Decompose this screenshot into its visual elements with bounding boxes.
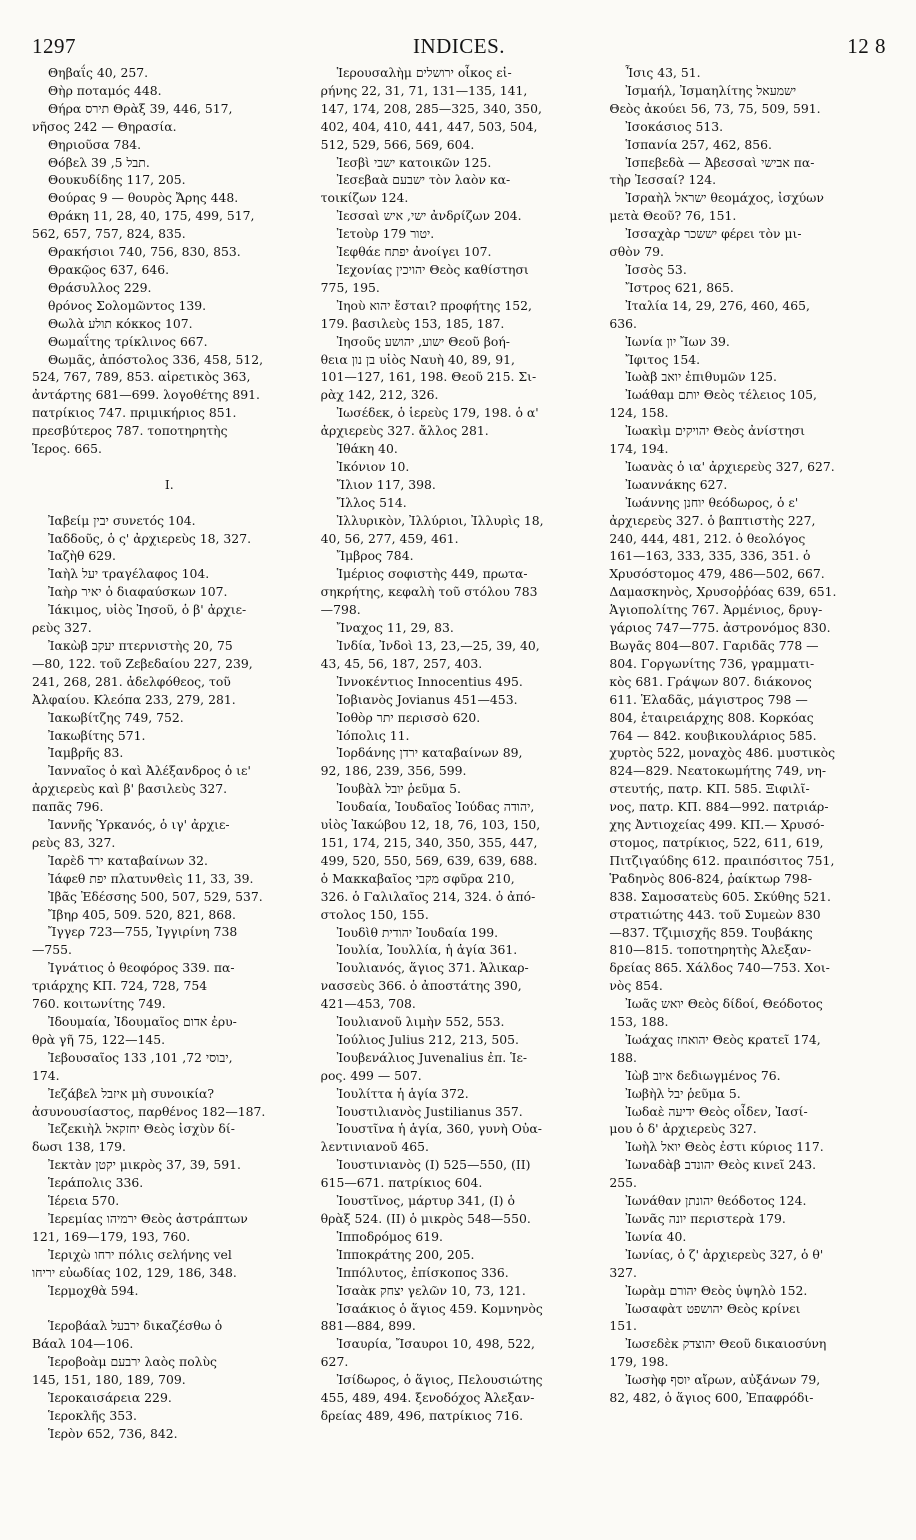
index-line: θρόνος Σολομῶντος 139.: [48, 297, 207, 313]
index-line: Ἴφιτος 154.: [625, 351, 701, 367]
index-line: Ἰουδὶθ יהודית Ἰουδαία 199.: [336, 924, 499, 940]
index-line: Ἴβηρ 405, 509. 520, 821, 868.: [48, 906, 236, 922]
index-line: Ἰσαυρία, Ἴσαυροι 10, 498, 522,: [336, 1336, 535, 1352]
index-line: Ἰορδάνης ירדן καταβαίνων 89,: [336, 745, 523, 761]
index-line: 764 — 842. κουβικουλάριος 585.: [609, 727, 817, 743]
index-line: Ἰάφεθ יפת πλατυνθεὶς 11, 33, 39.: [48, 870, 254, 886]
index-line: Ἰδουμαία, Ἰδουμαῖος אדום ἐρυ-: [48, 1014, 237, 1029]
index-line: Ἰουστῖνος, μάρτυρ 341, (I) ὁ: [336, 1193, 515, 1209]
index-line: Ἱπποδρόμος 619.: [336, 1228, 443, 1244]
index-line: Βωγᾶς 804—807. Γαριδᾶς 778 —: [609, 638, 819, 653]
index-line: Χρυσόστομος 479, 486—502, 667.: [609, 566, 825, 582]
index-line: Θὴρ ποταμός 448.: [48, 82, 162, 98]
index-line: —798.: [320, 602, 361, 618]
index-line: Θουκυδίδης 117, 205.: [48, 172, 186, 188]
index-line: ρήνης 22, 31, 71, 131—135, 141,: [320, 82, 528, 98]
index-line: Ἰακωβίτης 571.: [48, 727, 146, 743]
index-line: Ἰβᾶς Ἐδέσσης 500, 507, 529, 537.: [48, 888, 263, 904]
index-line: ρος. 499 — 507.: [320, 1067, 422, 1083]
blank-line: [32, 458, 307, 476]
index-line: Ἰσαάκιος ὁ ἅγιος 459. Κομνηνὸς: [336, 1300, 543, 1316]
index-line: Ἰαβείμ יבין συνετός 104.: [48, 512, 196, 528]
index-line: ρεὺς 327.: [32, 620, 92, 636]
index-line: μετὰ Θεοῦ? 76, 151.: [609, 208, 737, 224]
index-line: Ἱεροκαισάρεια 229.: [48, 1390, 172, 1406]
index-line: Ἰουδαία, Ἰουδαῖος Ἰούδας יהודה,: [336, 799, 535, 815]
index-line: Ἀλφαίου. Κλεόπα 233, 279, 281.: [32, 691, 236, 707]
index-column-left: [32, 64, 307, 1443]
index-line: Θωμαΐτης τρίκλινος 667.: [48, 333, 208, 349]
index-line: νασσεὺς 366. ὁ ἀποστάτης 390,: [320, 978, 522, 994]
index-line: Ἴμβρος 784.: [336, 548, 414, 564]
index-line: Ἰακωβίτζης 749, 752.: [48, 709, 184, 725]
index-line: Ἰουλίττα ἡ ἁγία 372.: [336, 1085, 469, 1101]
index-line: στομος, πατρίκιος, 522, 611, 619,: [609, 834, 824, 850]
index-line: Βάαλ 104—106.: [32, 1336, 134, 1352]
index-line: Ἰωάθαμ יותם Θεὸς τέλειος 105,: [625, 387, 817, 403]
index-line: θρὰ γῆ 75, 122—145.: [32, 1031, 166, 1047]
index-line: 627.: [320, 1354, 349, 1370]
index-line: Ἰερεμίας ירמיהו Θεὸς ἀστράπτων: [48, 1210, 248, 1226]
index-line: Ἱσπανία 257, 462, 856.: [625, 136, 772, 152]
index-line: 151, 174, 215, 340, 350, 355, 447,: [320, 834, 538, 850]
index-line: Ἱερμοχθὰ 594.: [48, 1282, 139, 1298]
index-line: Ἴλιον 117, 398.: [336, 476, 436, 492]
index-line: Ἰσμαήλ, Ἰσμαηλίτης ישמעאל: [625, 82, 797, 98]
index-line: Ἰουβενάλιος Juvenalius ἐπ. Ἱε-: [336, 1049, 528, 1065]
index-line: Ἰεριχὼ ירחו πόλις σελήνης vel: [48, 1246, 232, 1262]
index-line: δρείας 865. Χάλδος 740—753. Χοι-: [609, 960, 830, 976]
index-line: Ἰωάχας יהואחז Θεὸς κρατεῖ 174,: [625, 1031, 821, 1047]
index-line: 804. Γοργωνίτης 736, γραμματι-: [609, 655, 815, 671]
index-line: 40, 56, 277, 459, 461.: [320, 530, 459, 546]
index-line: Ἴστρος 621, 865.: [625, 279, 734, 295]
index-line: 760. κοιτωνίτης 749.: [32, 996, 166, 1012]
index-line: Θρακῷος 637, 646.: [48, 261, 170, 277]
blank-line: [32, 1300, 307, 1318]
index-line: Θήρα תירס Θρὰξ 39, 446, 517,: [48, 100, 233, 116]
index-line: ἀσυνουσίαστος, παρθένος 182—187.: [32, 1103, 266, 1119]
index-line: Ἰουστινιανὸς (I) 525—550, (II): [336, 1157, 531, 1173]
index-line: Ἰαὴρ יאיר ὁ διαφαύσκων 107.: [48, 584, 228, 600]
index-line: 524, 767, 789, 853. αἱρετικὸς 363,: [32, 369, 251, 385]
index-line: ἀντάρτης 681—699. λογοθέτης 891.: [32, 387, 260, 403]
index-line: 151.: [609, 1318, 637, 1334]
page-header: [32, 34, 886, 58]
index-line: Ἴγγερ 723—755, Ἰγγιρίνη 738: [48, 924, 238, 940]
index-line: Θούρας 9 — θουρὸς Ἄρης 448.: [48, 190, 239, 206]
index-line: Ἱεράπολις 336.: [48, 1175, 144, 1191]
index-line: Θωλὰ תולע κόκκος 107.: [48, 315, 193, 331]
index-line: κὸς 681. Γράψων 807. διάκονος: [609, 673, 812, 689]
index-line: Ἰνδία, Ἰνδοὶ 13, 23,—25, 39, 40,: [336, 638, 540, 653]
index-line: στευτής, πατρ. ΚΠ. 585. Ξιφιλῖ-: [609, 781, 810, 797]
index-line: —755.: [32, 942, 72, 958]
index-line: Ἰουλία, Ἰουλλία, ἡ ἁγία 361.: [336, 942, 518, 958]
index-line: 804, ἑταιρειάρχης 808. Κορκόας: [609, 709, 814, 725]
index-line: Θόβελ תבל 5, 39.: [48, 154, 150, 170]
index-line: —80, 122. τοῦ Ζεβεδαίου 227, 239,: [32, 655, 253, 671]
index-line: 455, 489, 494. ξενοδόχος Ἀλεξαν-: [320, 1390, 535, 1406]
index-line: 611. Ἑλαδᾶς, μάγιστρος 798 —: [609, 691, 808, 707]
page-number-left: 1297: [32, 34, 76, 58]
index-line: Ἰωαννάκης 627.: [625, 476, 728, 492]
index-line: Ἱερος. 665.: [32, 441, 102, 457]
index-column-middle: [321, 64, 596, 1443]
index-line: 82, 482, ὁ ἅγιος 600, Ἐπαφρόδι-: [609, 1390, 814, 1406]
index-line: Ἰωὴλ יואל Θεὸς ἐστι κύριος 117.: [625, 1139, 824, 1155]
index-line: Θεὸς ἀκούει 56, 73, 75, 509, 591.: [609, 100, 821, 116]
index-line: Ἱέρεια 570.: [48, 1193, 120, 1209]
index-line: Θράσυλλος 229.: [48, 279, 152, 295]
index-line: θεια בן נון υἱὸς Ναυὴ 40, 89, 91,: [320, 351, 515, 367]
index-line: Ἰεσσαὶ ישי, איש ἀνδρίζων 204.: [336, 208, 522, 224]
index-line: 188.: [609, 1049, 637, 1065]
index-line: Ἰαννῆς Ὑρκανός, ὁ ιγ' ἀρχιε-: [48, 817, 230, 833]
index-line: 775, 195.: [320, 279, 380, 295]
index-line: 153, 188.: [609, 1014, 669, 1030]
index-line: 327.: [609, 1264, 637, 1280]
index-line: Ἰωακὶμ יהויקים Θεὸς ἀνίστησι: [625, 423, 805, 439]
index-line: 174.: [32, 1067, 60, 1083]
index-line: ὁ Μακκαβαῖος מקבי σφῦρα 210,: [320, 870, 515, 886]
index-line: 179. βασιλεὺς 153, 185, 187.: [320, 315, 505, 331]
index-columns: [32, 64, 884, 1443]
index-line: Ἱππόλυτος, ἐπίσκοπος 336.: [336, 1264, 509, 1280]
index-line: 824—829. Νεατοκωμήτης 749, νη-: [609, 763, 827, 779]
index-line: στρατιώτης 443. τοῦ Συμεὼν 830: [609, 906, 821, 922]
index-line: τοικίζων 124.: [320, 190, 409, 206]
index-line: Πιτζιγαύδης 612. πραιπόσιτος 751,: [609, 852, 835, 868]
index-line: νῆσος 242 — Θηρασία.: [32, 118, 177, 134]
index-line: Ἰσαὰκ יצחק γελῶν 10, 73, 121.: [336, 1282, 526, 1298]
index-line: Ἰκόνιον 10.: [336, 458, 410, 474]
index-line: Ἰετοὺρ יטור 179.: [336, 226, 435, 242]
index-line: Ἰωναδὰβ יהונדב Θεὸς κινεῖ 243.: [625, 1157, 817, 1173]
index-line: Ἱπποκράτης 200, 205.: [336, 1246, 475, 1262]
running-title: INDICES.: [412, 34, 506, 58]
index-line: 240, 444, 481, 212. ὁ θεολόγος: [609, 530, 806, 546]
index-line: παπᾶς 796.: [32, 799, 104, 815]
blank-line: [32, 494, 307, 512]
index-line: 92, 186, 239, 356, 599.: [320, 763, 467, 779]
index-line: Ἰούλιος Julius 212, 213, 505.: [336, 1031, 519, 1047]
index-line: 421—453, 708.: [320, 996, 416, 1012]
index-line: Ἰννοκέντιος Innocentius 495.: [336, 673, 523, 689]
index-line: 402, 404, 410, 441, 447, 503, 504,: [320, 118, 538, 134]
index-line: Ἰγνάτιος ὁ θεοφόρος 339. πα-: [48, 960, 235, 976]
index-line: Ἱεροκλῆς 353.: [48, 1407, 137, 1423]
index-line: νὸς 854.: [609, 978, 663, 994]
index-line: πρεσβύτερος 787. τοποτηρητὴς: [32, 423, 228, 439]
index-line: Ἰὼβ איוב δεδιωγμένος 76.: [625, 1067, 781, 1083]
index-line: 636.: [609, 315, 637, 331]
index-line: χης Ἀντιοχείας 499. ΚΠ.— Χρυσό-: [609, 817, 825, 833]
index-line: Ἱερουσαλὴμ ירושלים οἶκος εἰ-: [336, 65, 512, 80]
index-line: 810—815. τοποτηρητὴς Ἀλεξαν-: [609, 942, 812, 958]
index-line: νος, πατρ. ΚΠ. 884—992. πατριάρ-: [609, 799, 829, 815]
index-line: Ἶσις 43, 51.: [625, 65, 701, 80]
index-line: Ῥαδηνὸς 806-824, ῥαίκτωρ 798-: [609, 870, 812, 886]
index-line: Ἰωνίας, ὁ ζ' ἀρχιερεὺς 327, ὁ θ': [625, 1246, 824, 1262]
index-line: Ἰωνάθαν יהונתן θεόδοτος 124.: [625, 1193, 807, 1209]
index-line: Ἰωσέδεκ, ὁ ἱερεὺς 179, 198. ὁ α': [336, 405, 539, 421]
index-line: τὴρ Ἰεσσαί? 124.: [609, 172, 717, 188]
index-line: 881—884, 899.: [320, 1318, 416, 1334]
index-line: Ἰοθὸρ יתר περισσὸ 620.: [336, 709, 481, 725]
index-line: Ἰεκτὰν יקטן μικρὸς 37, 39, 591.: [48, 1157, 241, 1173]
index-line: Ἰαμβρῆς 83.: [48, 745, 124, 761]
index-line: ρὰχ 142, 212, 326.: [320, 387, 439, 403]
index-line: 121, 169—179, 193, 760.: [32, 1228, 191, 1244]
index-line: Ἱεροβάαλ ירבעל δικαζέσθω ὁ: [48, 1318, 223, 1334]
index-line: Ἰαρὲδ ירד καταβαίνων 32.: [48, 852, 208, 868]
index-line: Ἰωδαὲ ידיעה Θεὸς οἶδεν, Ἰασί-: [625, 1103, 808, 1119]
index-line: Ἰεχονίας יהויכין Θεὸς καθίστησι: [336, 261, 529, 277]
index-line: Ἰουβὰλ יובל ῥεῦμα 5.: [336, 781, 461, 797]
index-line: Ἰεσβὶ ישבי κατοικῶν 125.: [336, 154, 492, 170]
index-line: Ἰσίδωρος, ὁ ἅγιος, Πελουσιώτης: [336, 1372, 543, 1388]
index-line: 838. Σαμοσατεὺς 605. Σκύθης 521.: [609, 888, 831, 904]
index-line: Ἰσοκάσιος 513.: [625, 118, 724, 134]
index-line: λεντινιανοῦ 465.: [320, 1139, 429, 1155]
index-line: Ἰουστιλιανὸς Justilianus 357.: [336, 1103, 523, 1119]
index-column-right: [609, 64, 884, 1443]
index-line: Ἰσσαχὰρ יששכר φέρει τὸν μι-: [625, 226, 802, 242]
index-line: Ἰανναῖος ὁ καὶ Ἀλέξανδρος ὁ ιε': [48, 763, 251, 779]
index-line: Θηριοῦσα 784.: [48, 136, 142, 152]
index-line: Ἰακὼβ יעקב πτερνιστὴς 20, 75: [48, 637, 233, 653]
index-line: υἱὸς Ἰακώβου 12, 18, 76, 103, 150,: [320, 817, 541, 833]
index-line: γάριος 747—775. ἀστρονόμος 830.: [609, 620, 831, 636]
index-line: 147, 174, 208, 285—325, 340, 350,: [320, 100, 542, 116]
index-line: Ἰωᾶς יואש Θεὸς δίδοί, Θεόδοτος: [625, 996, 823, 1012]
index-line: Θωμᾶς, ἀπόστολος 336, 458, 512,: [48, 351, 264, 367]
index-line: Ἰωάννης יוחנן θεόδωρος, ὁ ε': [625, 494, 799, 510]
index-line: Ἰαζὴθ 629.: [48, 548, 116, 564]
index-line: Θράκη 11, 28, 40, 175, 499, 517,: [48, 208, 255, 224]
index-line: Δαμασκηνὸς, Χρυσοῤῥόας 639, 651.: [609, 584, 837, 600]
index-line: πατρίκιος 747. πριμικήριος 851.: [32, 405, 237, 421]
index-line: Ἰταλία 14, 29, 276, 460, 465,: [625, 297, 810, 313]
index-line: Ἰεσεβαὰ ישבעם τὸν λαὸν κα-: [336, 172, 511, 188]
index-line: Ἰσπεβεδὰ — Ἀβεσσαὶ אבישי πα-: [625, 154, 815, 170]
index-line: Ἱεροβοὰμ ירבעם λαὸς πολὺς: [48, 1354, 217, 1370]
index-line: Ἰωνᾶς יונה περιστερὰ 179.: [625, 1211, 786, 1226]
index-line: Ἰωνία יון Ἴων 39.: [625, 333, 730, 349]
index-line: Ἴλλος 514.: [336, 494, 407, 510]
index-line: Ἰωρὰμ יהורם Θεὸς ὑψηλὸ 152.: [625, 1282, 808, 1298]
index-line: Ἁγιοπολίτης 767. Ἀρμένιος, δρυγ-: [609, 602, 823, 618]
index-line: Ἰαδδοῦς, ὁ ς' ἀρχιερεὺς 18, 327.: [48, 530, 252, 546]
index-line: Ἰουλιανός, ἅγιος 371. Ἁλικαρ-: [336, 960, 529, 976]
index-line: θρὰξ 524. (II) ὁ μικρὸς 548—550.: [320, 1211, 531, 1226]
index-line: Ἰεφθάε יפתח ἀνοίγει 107.: [336, 244, 492, 260]
index-line: Ἰωανὰς ὁ ια' ἀρχιερεὺς 327, 627.: [625, 458, 835, 474]
index-line: μου ὁ δ' ἀρχιερεὺς 327.: [609, 1121, 757, 1137]
section-heading: I.: [164, 476, 174, 492]
index-line: στολος 150, 155.: [320, 906, 429, 922]
index-line: Θρακήσιοι 740, 756, 830, 853.: [48, 244, 241, 260]
index-line: σηκρήτης, κεφαλὴ τοῦ στόλου 783: [320, 584, 538, 600]
index-line: 101—127, 161, 198. Θεοῦ 215. Σι-: [320, 369, 537, 385]
index-line: Ἰουλιανοῦ λιμὴν 552, 553.: [336, 1014, 505, 1030]
index-line: ἀρχιερεὺς καὶ β' βασιλεὺς 327.: [32, 781, 228, 797]
index-line: 512, 529, 566, 569, 604.: [320, 136, 475, 152]
index-line: Ἰσραὴλ ישראל θεομάχος, ἰσχύων: [625, 190, 824, 206]
index-line: יריחו εὐωδίας 102, 129, 186, 348.: [32, 1264, 237, 1280]
index-line: 145, 151, 180, 189, 709.: [32, 1372, 186, 1388]
index-line: 615—671. πατρίκιος 604.: [320, 1175, 483, 1191]
index-line: 499, 520, 550, 569, 639, 639, 688.: [320, 852, 538, 868]
index-line: Ἰόπολις 11.: [336, 727, 410, 743]
index-line: Ἰάκιμος, υἱὸς Ἰησοῦ, ὁ β' ἀρχιε-: [48, 602, 247, 618]
index-line: 241, 268, 281. ἀδελφόθεος, τοῦ: [32, 673, 231, 689]
index-line: 174, 194.: [609, 441, 669, 457]
index-line: Ἰεβουσαῖος יבוסי 72, 101, 133,: [48, 1049, 233, 1065]
index-line: 179, 198.: [609, 1354, 669, 1370]
index-line: 255.: [609, 1175, 637, 1191]
index-line: Ἰεζεκιὴλ יחזקאל Θεὸς ἰσχὺν δί-: [48, 1121, 235, 1137]
index-line: Ἰωσὴφ יוסף αἴρων, αὐξάνων 79,: [625, 1372, 821, 1388]
index-line: Ἰεζάβελ איזבל μὴ συνοικία?: [48, 1085, 215, 1101]
index-line: Ἰωσεδὲκ יהוצדק Θεοῦ δικαιοσύνη: [625, 1336, 827, 1352]
index-line: Ἰσσὸς 53.: [625, 261, 687, 277]
index-line: δρείας 489, 496, πατρίκιος 716.: [320, 1407, 524, 1423]
index-line: σθὸν 79.: [609, 244, 664, 260]
index-line: 326. ὁ Γαλιλαῖος 214, 324. ὁ ἀπό-: [320, 888, 536, 904]
index-line: Θηβαΐς 40, 257.: [48, 65, 149, 80]
page-number-right: 12 8: [847, 34, 886, 58]
index-line: Ἰησοῦς ישוע, יהושע Θεοῦ βοή-: [336, 333, 510, 349]
index-line: Ἰωβὴλ יבל ῥεῦμα 5.: [625, 1085, 741, 1101]
index-line: Ἰωσαφὰτ יהושפט Θεὸς κρίνει: [625, 1300, 801, 1316]
index-line: ρεὺς 83, 327.: [32, 834, 116, 850]
index-line: τριάρχης ΚΠ. 724, 728, 754: [32, 978, 208, 994]
index-line: Ἰηοὺ יהוא ἔσται? προφήτης 152,: [336, 297, 532, 313]
index-line: Ἰωὰβ יואב ἐπιθυμῶν 125.: [625, 369, 778, 385]
index-line: Ἰωνία 40.: [625, 1228, 687, 1244]
index-line: Ἰθάκη 40.: [336, 441, 398, 457]
index-line: Ἰαὴλ יעל τραγέλαφος 104.: [48, 566, 210, 582]
index-line: 161—163, 333, 335, 336, 351. ὁ: [609, 548, 811, 564]
index-line: δωσι 138, 179.: [32, 1139, 126, 1155]
index-line: 124, 158.: [609, 405, 669, 421]
index-line: ἀρχιερεὺς 327. ἄλλος 281.: [320, 423, 489, 439]
index-line: —837. Τζιμισχῆς 859. Τουβάκης: [609, 924, 813, 940]
index-line: Ἰοβιανὸς Jovianus 451—453.: [336, 691, 518, 707]
index-line: χυρτὸς 522, μοναχὸς 486. μυστικὸς: [609, 745, 836, 761]
index-line: Ἱερὸν 652, 736, 842.: [48, 1425, 178, 1441]
index-line: Ἰλλυρικὸν, Ἰλλύριοι, Ἰλλυρὶς 18,: [336, 512, 544, 528]
index-line: Ἴναχος 11, 29, 83.: [336, 620, 454, 636]
index-line: 43, 45, 56, 187, 257, 403.: [320, 655, 483, 671]
index-line: 562, 657, 757, 824, 835.: [32, 226, 186, 242]
index-line: ἀρχιερεὺς 327. ὁ βαπτιστὴς 227,: [609, 512, 816, 528]
index-line: Ἱμέριος σοφιστὴς 449, πρωτα-: [336, 566, 528, 582]
index-line: Ἰουστῖνα ἡ ἁγία, 360, γυνὴ Οὐα-: [336, 1121, 542, 1137]
